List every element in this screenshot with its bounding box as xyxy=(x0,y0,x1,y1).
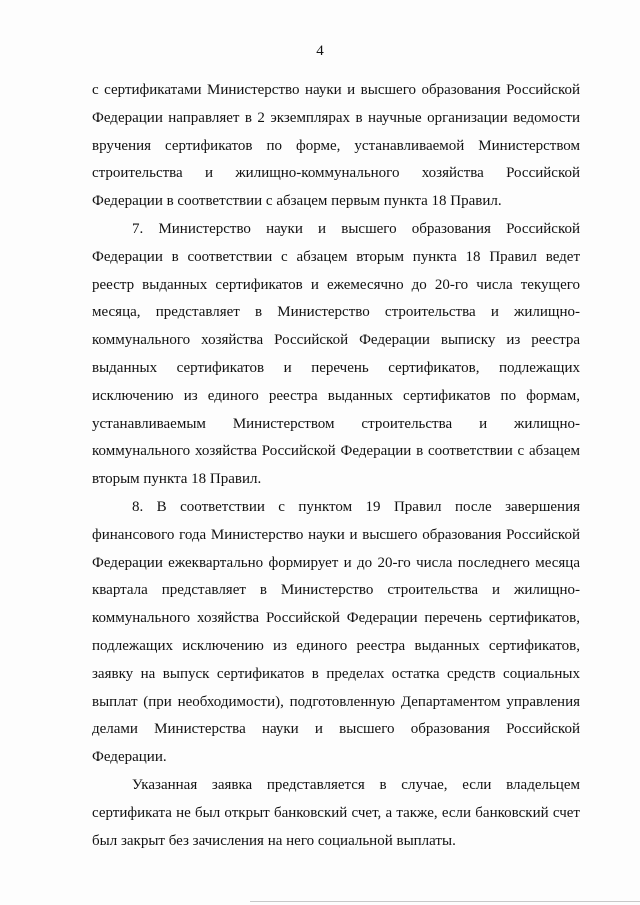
document-body xyxy=(92,77,580,855)
page-number: 4 xyxy=(316,43,324,59)
scan-edge-line xyxy=(250,901,640,902)
paragraph-item-8: 8. В соответствии с пунктом 19 Правил после завершения финансового года Министерство науки и высшего образования Российской Федерации ежеквартально формирует и до 20-го числа последнего месяца квартала представляет в Министерство строительства и жилищно-коммунального хозяйства Российской Федерации перечень сертификатов, подлежащих исключению из единого реестра выданных сертификатов, заявку на выпуск сертификатов в пределах остатка средств социальных выплат (при необходимости), подготовленную Департаментом управления делами Министерства науки и высшего образования Российской Федерации. xyxy=(92,498,580,766)
paragraph-note: Указанная заявка представляется в случае, если владельцем сертификата не был открыт банковский счет, а также, если банковский счет был закрыт без зачисления на него социальной выплаты. xyxy=(92,776,580,849)
paragraph-item-7: 7. Министерство науки и высшего образования Российской Федерации в соответствии с абзацем вторым пункта 18 Правил ведет реестр выданных сертификатов и ежемесячно до 20-го числа текущего месяца, представляет в Министерство строительства и жилищно-коммунального хозяйства Российской Федерации выписку из реестра выданных сертификатов и перечень сертификатов, подлежащих исключению из единого реестра выданных сертификатов по формам, устанавливаемым Министерством строительства и жилищно-коммунального хозяйства Российской Федерации в соответствии с абзацем вторым пункта 18 Правил. xyxy=(92,220,580,488)
paragraph-continuation: с сертификатами Министерство науки и высшего образования Российской Федерации направляет в 2 экземплярах в научные организации ведомости вручения сертификатов по форме, устанавливаемой Министерством строительства и жилищно-коммунального хозяйства Российской Федерации в соответствии с абзацем первым пункта 18 Правил. xyxy=(92,82,580,210)
